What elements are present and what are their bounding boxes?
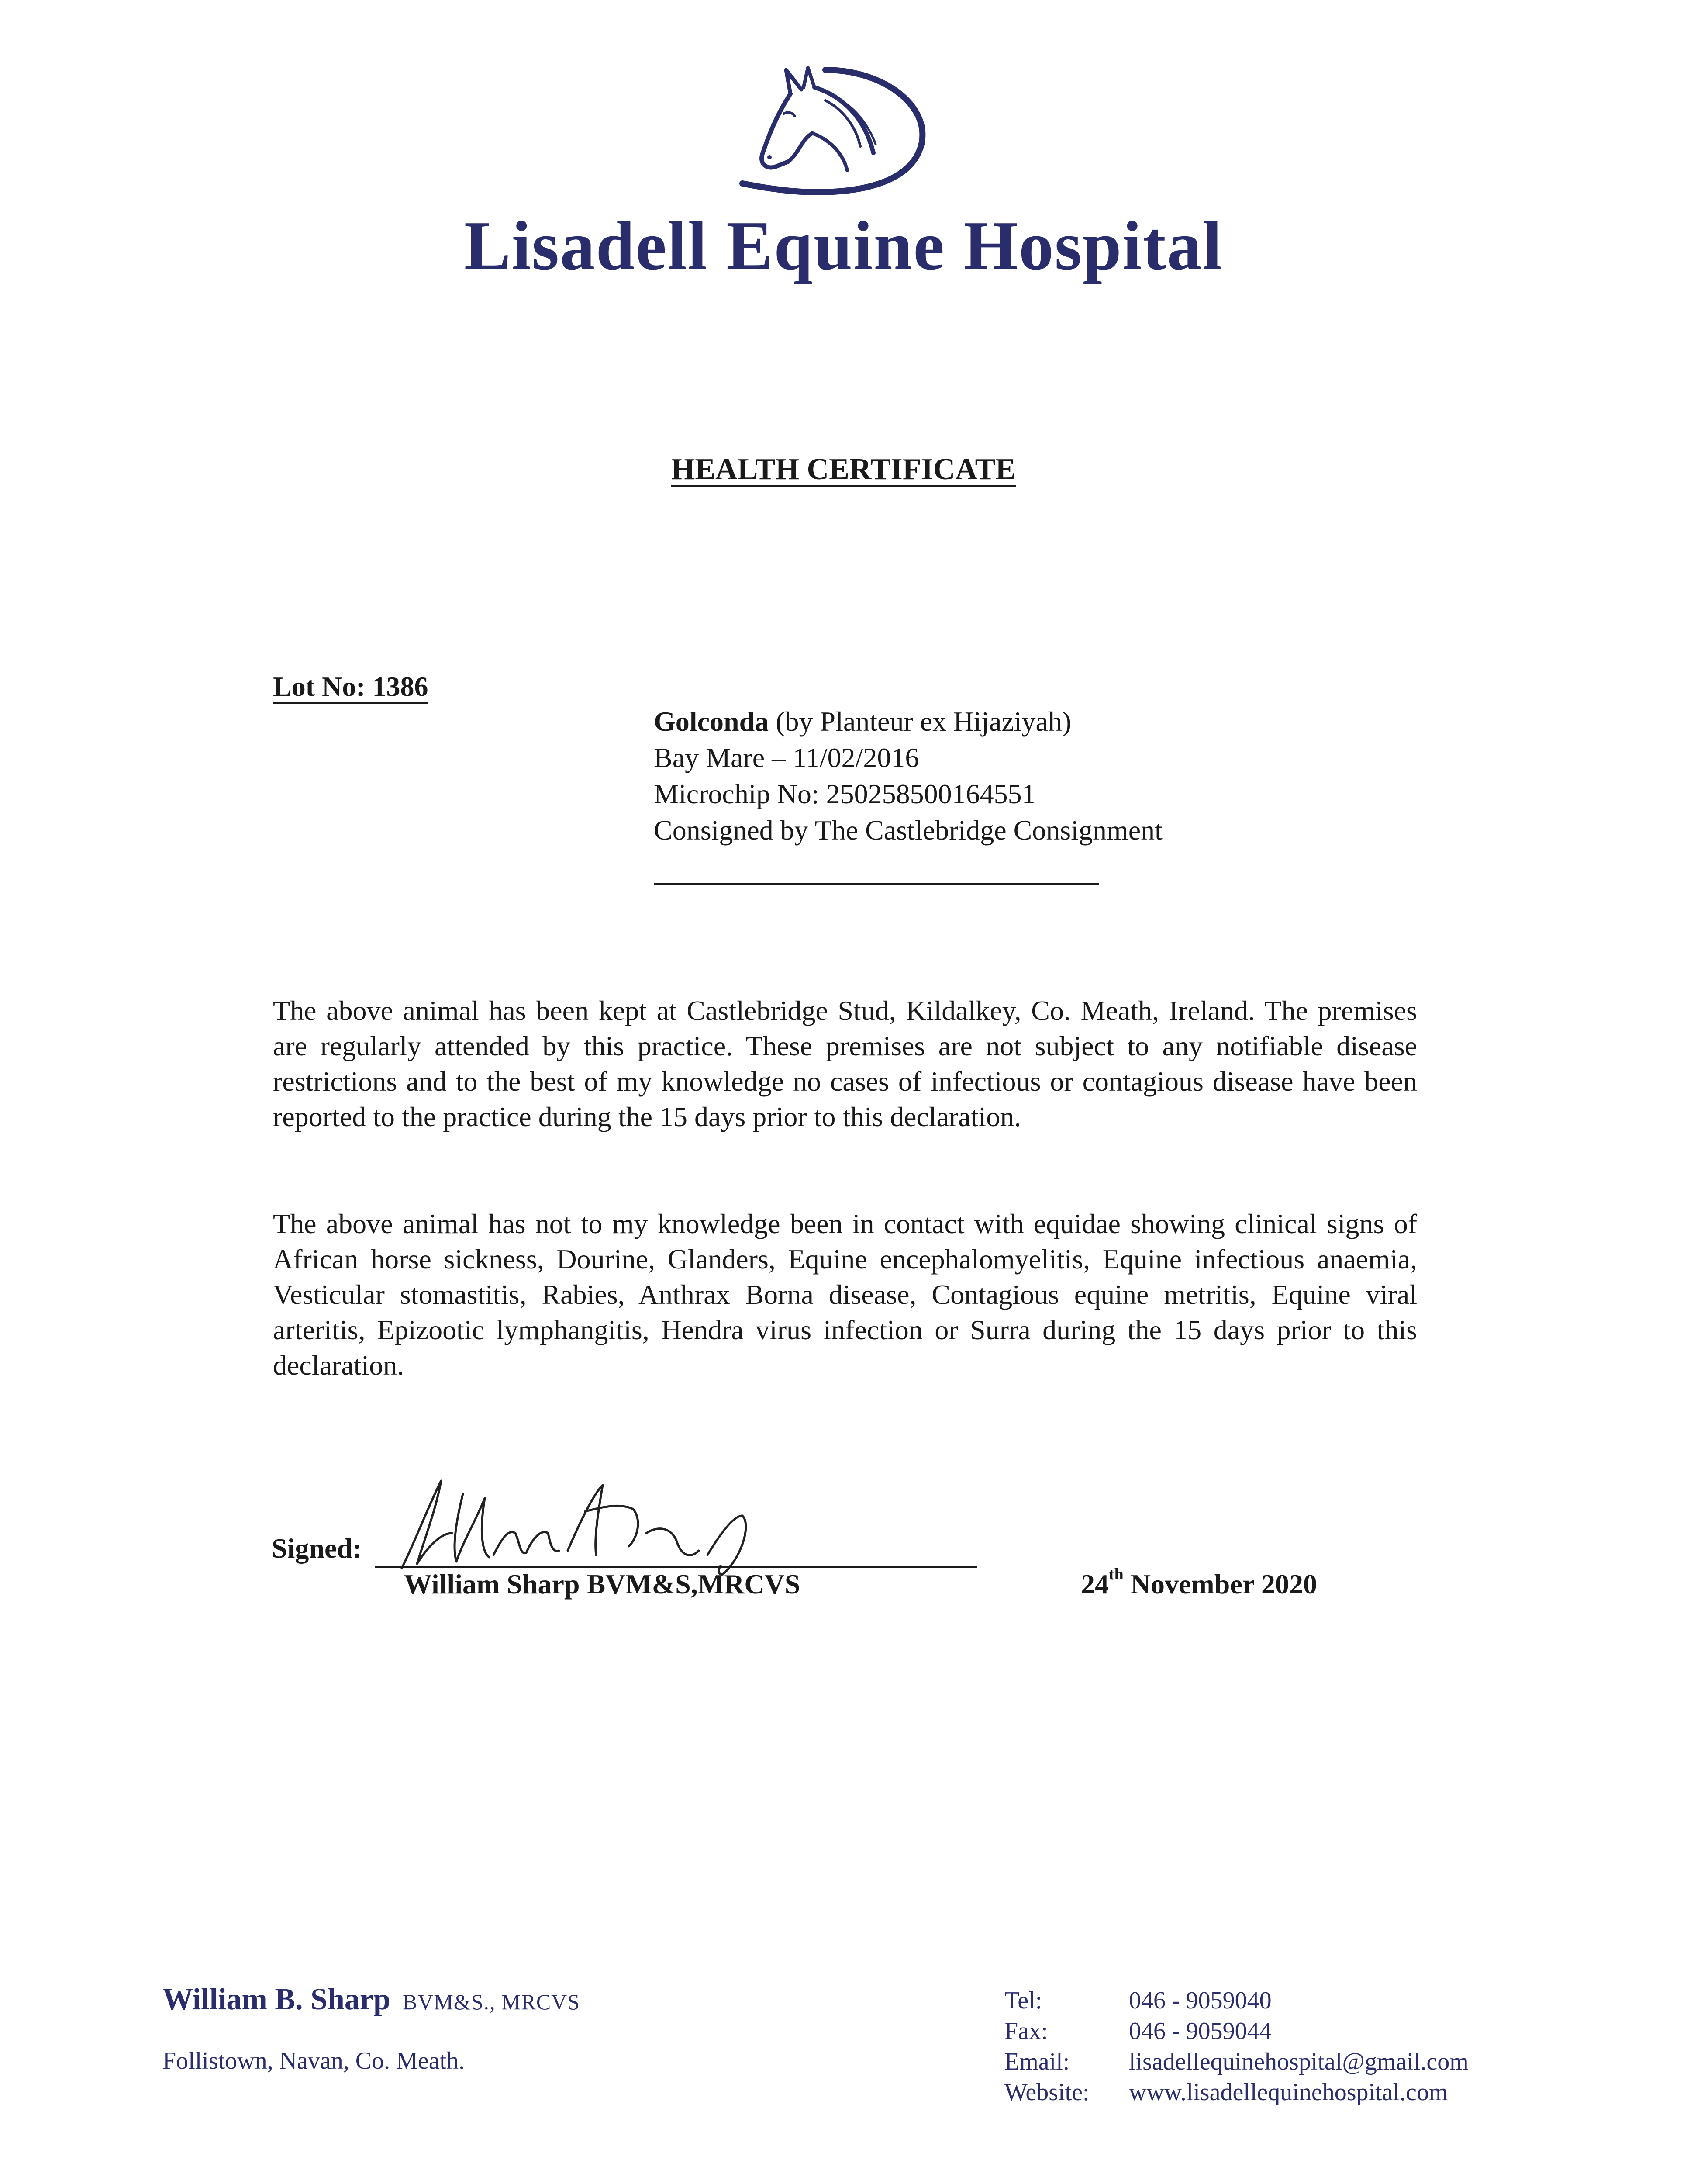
date-month-year: November 2020 [1123, 1569, 1317, 1600]
handwritten-signature [376, 1468, 804, 1581]
footer-vet-name [162, 1982, 580, 2017]
horse-details [654, 703, 1163, 848]
declaration-paragraph-2: The above animal has not to my knowledge been in contact with equidae showing clinical signs of African horse sickness, Dourine, Glanders, Equine encephalomyelitis, Equine infectious anaemia, Vesticular stomastitis, Rabies, Anthrax Borna disease, Contagious equine metritis, Equine viral arteritis, Epizootic lymphangitis, Hendra virus infection or Surra during the 15 days prior to this declaration. [273, 1208, 1417, 1381]
certificate-title-text: HEALTH CERTIFICATE [671, 453, 1016, 486]
date-suffix: th [1109, 1565, 1124, 1583]
horse-microchip: Microchip No: 250258500164551 [654, 778, 1036, 809]
details-divider [654, 883, 1099, 885]
contact-website [1004, 2077, 1469, 2108]
footer-qualifications: BVM&S., MRCVS [402, 1990, 580, 2014]
horse-sex-dob: Bay Mare – 11/02/2016 [654, 742, 919, 773]
horse-consignor: Consigned by The Castlebridge Consignment [654, 815, 1163, 846]
footer-name: William B. Sharp [162, 1983, 390, 2016]
contact-fax [1004, 2016, 1469, 2046]
contact-block [1004, 1985, 1469, 2108]
contact-tel [1004, 1985, 1469, 2016]
signed-label: Signed: [272, 1533, 362, 1564]
website-link[interactable]: www.lisadellequinehospital.com [1129, 2079, 1448, 2106]
contact-value: 046 - 9059044 [1129, 2018, 1272, 2045]
horse-head-icon [725, 52, 935, 205]
contact-label: Email: [1004, 2048, 1070, 2075]
contact-value: 046 - 9059040 [1129, 1987, 1272, 2014]
date-day: 24 [1081, 1569, 1109, 1600]
horse-pedigree: (by Planteur ex Hijaziyah) [769, 706, 1072, 737]
horse-name-line [654, 703, 1163, 740]
contact-email [1004, 2046, 1469, 2077]
declaration-paragraph-1: The above animal has been kept at Castlebridge Stud, Kildalkey, Co. Meath, Ireland. The premises are regularly attended by this practice. These premises are not subject to any notifiable disease restrictions and to the best of my knowledge no cases of infectious or contagious disease have been reported to the practice during the 15 days prior to this declaration. [273, 995, 1417, 1132]
horse-name: Golconda [654, 706, 769, 737]
certificate-title [0, 452, 1687, 487]
signature-line [375, 1566, 977, 1568]
contact-label: Website: [1004, 2079, 1090, 2106]
contact-label: Fax: [1004, 2018, 1048, 2045]
email-link[interactable]: lisadellequinehospital@gmail.com [1129, 2048, 1469, 2075]
signer-name: William Sharp BVM&S,MRCVS [404, 1569, 800, 1600]
lot-number: Lot No: 1386 [273, 671, 428, 702]
signature-date [1081, 1565, 1317, 1600]
contact-label: Tel: [1004, 1987, 1042, 2014]
footer-address: Follistown, Navan, Co. Meath. [162, 2047, 465, 2074]
hospital-name: Lisadell Equine Hospital [464, 207, 1223, 284]
